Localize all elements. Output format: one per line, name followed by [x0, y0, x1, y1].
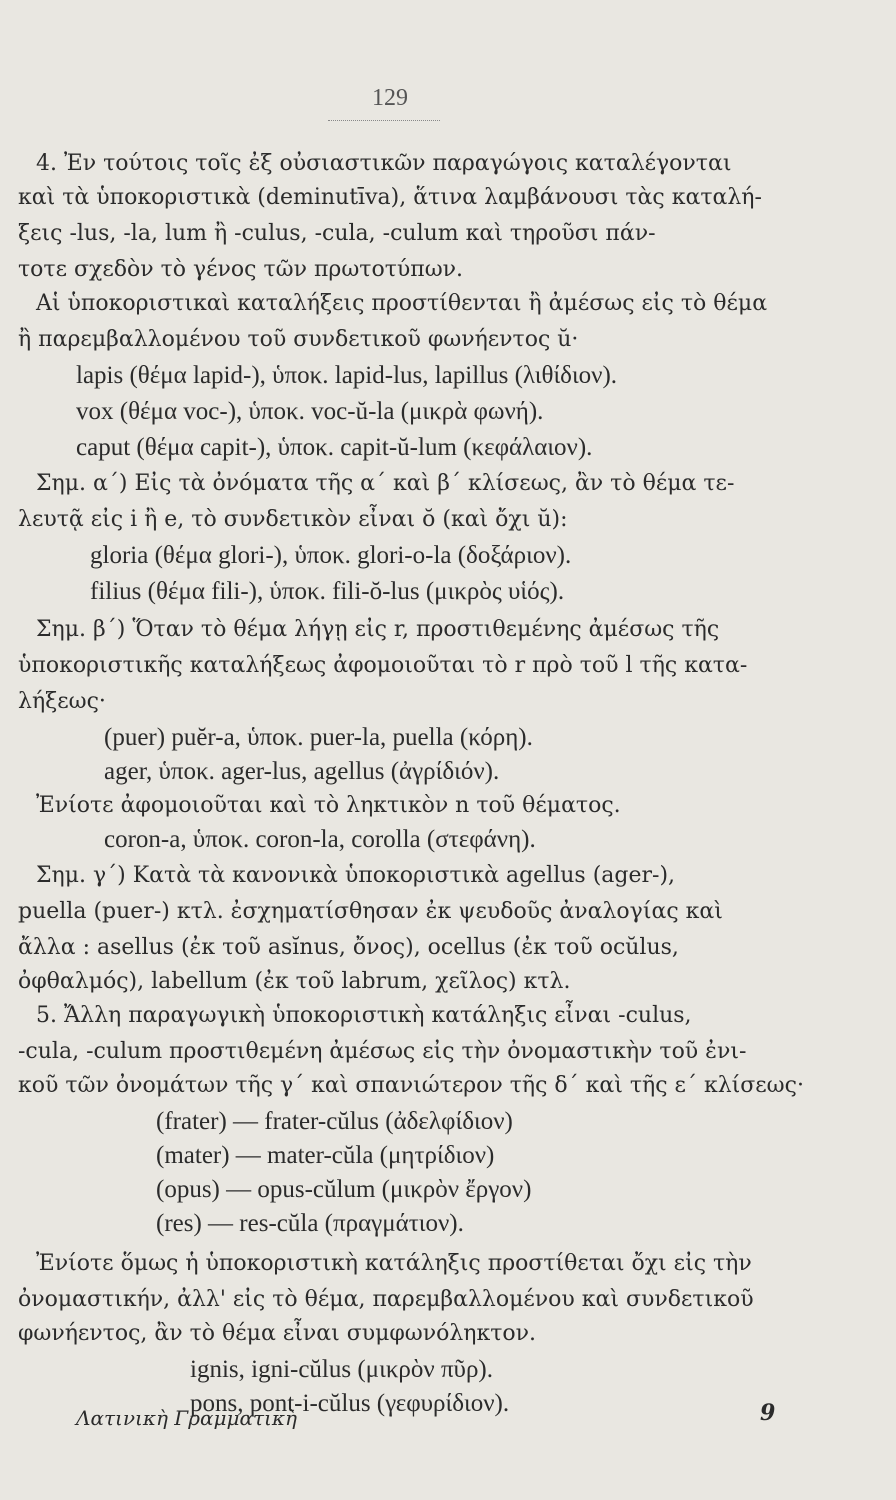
text-line: ἄλλα : asellus (ἐκ τοῦ asĭnus, ὄνος), ocellus (ἐκ τοῦ ocŭlus,	[18, 935, 679, 960]
example-line: (res) — res-cŭla (πραγμάτιον).	[156, 1210, 464, 1237]
page-number: 129	[372, 85, 408, 111]
text-line: λήξεως·	[18, 689, 106, 714]
text-line: -cula, -culum προστιθεμένη ἀμέσως εἰς τὴν ὀνομαστικὴν τοῦ ἐνι-	[18, 1039, 747, 1064]
example-line: filius (θέμα fili-), ὑποκ. fili-ŏ-lus (μικρὸς υἱός).	[90, 578, 565, 605]
text-line: λευτᾷ εἰς i ἢ e, τὸ συνδετικὸν εἶναι ŏ (καὶ ὄχι ŭ):	[18, 507, 568, 532]
text-line: ξεις -lus, -la, lum ἢ -culus, -cula, -culum καὶ τηροῦσι πάν-	[18, 221, 656, 246]
text-line: Αἱ ὑποκοριστικαὶ καταλήξεις προστίθενται ἢ ἀμέσως εἰς τὸ θέμα	[36, 291, 768, 316]
header-rule	[328, 120, 440, 121]
text-line: φωνήεντος, ἂν τὸ θέμα εἶναι συμφωνόληκτον.	[18, 1321, 536, 1346]
text-line: ἢ παρεμβαλλομένου τοῦ συνδετικοῦ φωνήεντος ŭ·	[18, 327, 579, 352]
example-line: (frater) — frater-cŭlus (ἀδελφίδιον)	[156, 1108, 513, 1135]
text-line: Ἐνίοτε ὅμως ἡ ὑποκοριστικὴ κατάληξις προστίθεται ὄχι εἰς τὴν	[36, 1251, 752, 1276]
text-line: κοῦ τῶν ὀνομάτων τῆς γ΄ καὶ σπανιώτερον τῆς δ΄ καὶ τῆς ε΄ κλίσεως·	[18, 1073, 804, 1098]
text-line: ὀνομαστικήν, ἀλλ' εἰς τὸ θέμα, παρεμβαλλομένου καὶ συνδετικοῦ	[18, 1287, 754, 1312]
example-line: (opus) — opus-cŭlum (μικρὸν ἔργον)	[156, 1176, 532, 1203]
example-line: ager, ὑποκ. ager-lus, agellus (ἀγρίδιόν).	[104, 758, 500, 785]
example-line: gloria (θέμα glori-), ὑποκ. glori-o-la (δοξάριον).	[90, 542, 572, 569]
text-line: τοτε σχεδὸν τὸ γένος τῶν πρωτοτύπων.	[18, 257, 464, 282]
text-line: ὀφθαλμός), labellum (ἐκ τοῦ labrum, χεῖλος) κτλ.	[18, 969, 571, 994]
note-line: Σημ. α΄) Εἰς τὰ ὀνόματα τῆς α΄ καὶ β΄ κλίσεως, ἂν τὸ θέμα τε-	[36, 471, 735, 496]
note-line: Σημ. β΄) Ὅταν τὸ θέμα λήγῃ εἰς r, προστιθεμένης ἀμέσως τῆς	[36, 617, 720, 642]
note-line: Σημ. γ΄) Κατὰ τὰ κανονικὰ ὑποκοριστικὰ agellus (ager-),	[36, 863, 676, 888]
footer-book-title: Λατινικὴ Γραμματικὴ	[76, 1406, 297, 1430]
example-line: vox (θέμα voc-), ὑποκ. voc-ŭ-la (μικρὰ φωνή).	[76, 398, 544, 425]
text-line: καὶ τὰ ὑποκοριστικὰ (deminutīva), ἅτινα λαμβάνουσι τὰς καταλή-	[18, 185, 762, 210]
text-line: Ἐνίοτε ἀφομοιοῦται καὶ τὸ ληκτικὸν n τοῦ θέματος.	[36, 793, 621, 818]
example-line: coron-a, ὑποκ. coron-la, corolla (στεφάνη).	[104, 826, 536, 853]
text-line: 5. Ἄλλη παραγωγικὴ ὑποκοριστικὴ κατάληξις εἶναι -culus,	[36, 1003, 692, 1028]
example-line: (puer) puĕr-a, ὑποκ. puer-la, puella (κόρη).	[104, 724, 533, 751]
text-line: ὑποκοριστικῆς καταλήξεως ἀφομοιοῦται τὸ r πρὸ τοῦ l τῆς κατα-	[18, 653, 748, 678]
signature-mark: 9	[760, 1400, 776, 1426]
text-line: puella (puer-) κτλ. ἐσχηματίσθησαν ἐκ ψευδοῦς ἀναλογίας καὶ	[18, 899, 723, 924]
text-line: 4. Ἐν τούτοις τοῖς ἐξ οὐσιαστικῶν παραγώγοις καταλέγονται	[36, 151, 732, 176]
example-line: lapis (θέμα lapid-), ὑποκ. lapid-lus, lapillus (λιθίδιον).	[76, 362, 618, 389]
example-line: ignis, igni-cŭlus (μικρὸν πῦρ).	[190, 1356, 493, 1383]
example-line: (mater) — mater-cŭla (μητρίδιον)	[156, 1142, 495, 1169]
example-line: caput (θέμα capit-), ὑποκ. capit-ŭ-lum (κεφάλαιον).	[76, 434, 593, 461]
example-line: pons, pont-i-cŭlus (γεφυρίδιον).	[190, 1390, 510, 1417]
